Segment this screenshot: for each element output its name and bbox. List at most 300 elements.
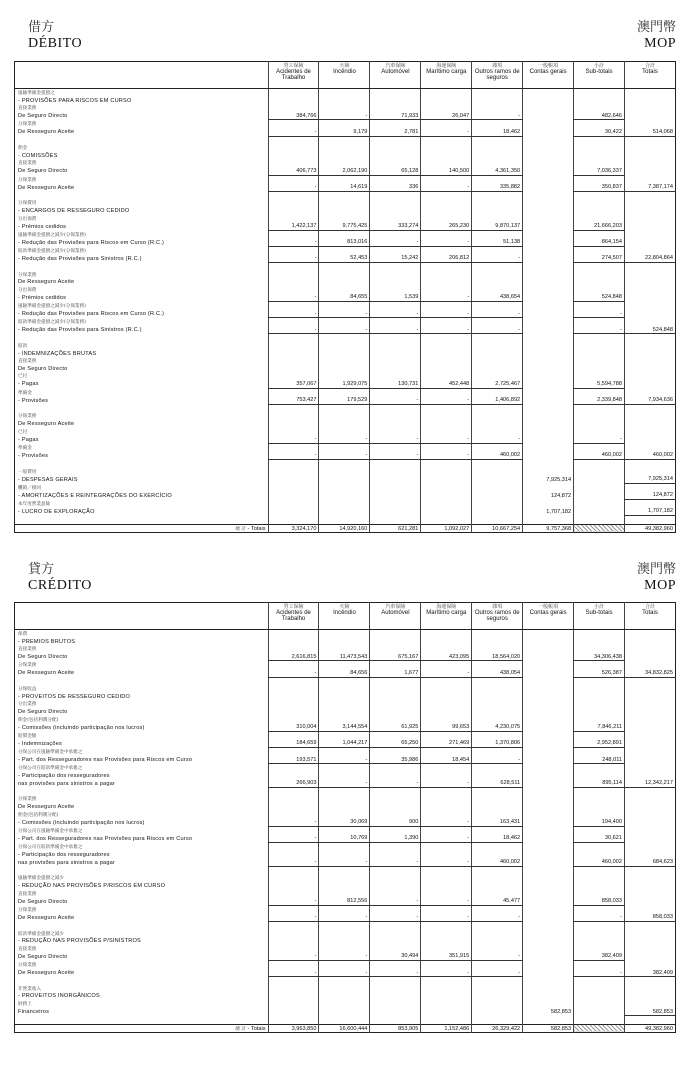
value-cell	[319, 271, 370, 279]
value-cell: -	[421, 310, 472, 318]
table-row	[15, 890, 676, 898]
value-cell	[625, 483, 676, 491]
value-cell	[319, 278, 370, 286]
table-row	[15, 326, 676, 334]
row-label-zh: 風險準備金提撥之減少	[18, 876, 64, 882]
table-row	[15, 700, 676, 708]
value-cell	[370, 507, 421, 515]
value-cell	[268, 930, 319, 938]
value-cell	[319, 97, 370, 105]
value-cell	[472, 246, 523, 254]
row-label	[15, 858, 269, 866]
value-cell	[625, 120, 676, 128]
row-label	[15, 803, 269, 811]
column-header-zh: 小計	[594, 63, 605, 69]
total-cell: 9,757,368	[523, 524, 574, 533]
value-cell	[370, 661, 421, 669]
table-row	[15, 468, 676, 476]
value-cell	[472, 302, 523, 310]
value-cell: 3,144,554	[319, 723, 370, 731]
value-cell	[523, 128, 574, 136]
value-cell	[574, 921, 625, 929]
value-cell: -	[421, 969, 472, 977]
table-row	[15, 412, 676, 420]
value-cell	[370, 708, 421, 716]
value-cell	[472, 271, 523, 279]
value-cell	[319, 388, 370, 396]
value-cell	[574, 263, 625, 271]
value-cell	[319, 787, 370, 795]
row-label-pt: - Pagas	[18, 436, 39, 443]
row-label	[15, 342, 269, 350]
value-cell	[319, 677, 370, 685]
value-cell	[319, 491, 370, 499]
value-cell	[625, 286, 676, 294]
value-cell	[625, 653, 676, 661]
value-cell: 7,925,314	[625, 475, 676, 483]
row-label	[15, 207, 269, 215]
value-cell: -	[319, 326, 370, 334]
value-cell	[523, 851, 574, 859]
value-cell	[625, 302, 676, 310]
value-cell	[268, 803, 319, 811]
value-cell	[523, 945, 574, 953]
value-cell	[625, 372, 676, 380]
value-cell: -	[319, 858, 370, 866]
value-cell	[268, 342, 319, 350]
value-cell	[319, 104, 370, 112]
value-cell	[370, 803, 421, 811]
value-cell	[370, 700, 421, 708]
value-cell	[472, 890, 523, 898]
credit-currency-pt: MOP	[644, 578, 676, 593]
value-cell	[523, 357, 574, 365]
column-header	[472, 603, 523, 630]
value-cell: 9,870,137	[472, 222, 523, 230]
value-cell: -	[370, 326, 421, 334]
value-cell	[472, 342, 523, 350]
value-cell	[523, 795, 574, 803]
value-cell	[472, 731, 523, 739]
row-label	[15, 286, 269, 294]
value-cell	[421, 803, 472, 811]
table-row	[15, 516, 676, 525]
value-cell	[472, 404, 523, 412]
column-header	[472, 62, 523, 89]
value-cell	[523, 787, 574, 795]
table-row	[15, 175, 676, 183]
table-row	[15, 183, 676, 191]
value-cell	[370, 747, 421, 755]
value-cell	[268, 693, 319, 701]
value-cell: 194,400	[574, 818, 625, 826]
column-header-pt: Outros ramos de seguros	[474, 610, 520, 622]
row-label	[15, 516, 269, 525]
value-cell	[268, 207, 319, 215]
row-label	[15, 669, 269, 677]
header-label-cell	[15, 62, 269, 89]
row-label	[15, 388, 269, 396]
value-cell	[370, 693, 421, 701]
value-cell	[370, 499, 421, 507]
value-cell	[319, 175, 370, 183]
value-cell	[268, 851, 319, 859]
value-cell: 21,666,203	[574, 222, 625, 230]
table-row	[15, 851, 676, 859]
value-cell	[472, 811, 523, 819]
value-cell	[370, 630, 421, 638]
row-label	[15, 787, 269, 795]
value-cell	[625, 851, 676, 859]
value-cell	[625, 136, 676, 144]
value-cell: -	[421, 293, 472, 301]
row-label-pt: - PREMIOS BRUTOS	[18, 638, 76, 645]
value-cell	[268, 677, 319, 685]
row-label	[15, 443, 269, 451]
table-row	[15, 764, 676, 772]
row-label-pt: De Seguro Directo	[18, 708, 68, 715]
debit-currency-pt: MOP	[644, 36, 676, 51]
value-cell	[523, 152, 574, 160]
value-cell	[370, 960, 421, 968]
value-cell	[319, 985, 370, 993]
value-cell	[319, 826, 370, 834]
value-cell	[625, 443, 676, 451]
value-cell	[574, 136, 625, 144]
value-cell	[574, 937, 625, 945]
value-cell: -	[472, 913, 523, 921]
value-cell: 423,095	[421, 653, 472, 661]
value-cell	[472, 1008, 523, 1016]
column-header-zh: 汽車保險	[385, 604, 406, 610]
value-cell	[625, 380, 676, 388]
header-label-cell	[15, 603, 269, 630]
value-cell	[319, 136, 370, 144]
row-label-zh: 已付	[18, 374, 28, 380]
value-cell	[574, 977, 625, 985]
value-cell	[472, 882, 523, 890]
row-label-zh: 分保業務	[18, 414, 37, 420]
column-header-pt: Outros ramos de seguros	[474, 69, 520, 81]
value-cell	[319, 992, 370, 1000]
value-cell	[523, 818, 574, 826]
value-cell: -	[421, 858, 472, 866]
value-cell	[370, 357, 421, 365]
value-cell: -	[421, 451, 472, 459]
column-header	[370, 603, 421, 630]
row-label-zh: 分保收益	[18, 687, 37, 693]
value-cell	[268, 372, 319, 380]
value-cell	[370, 342, 421, 350]
row-label-zh: 分保公司在賠款準備金中承擔之	[18, 845, 83, 851]
total-cell: 14,920,160	[319, 524, 370, 533]
value-cell: 310,004	[268, 723, 319, 731]
value-cell	[421, 866, 472, 874]
value-cell	[625, 992, 676, 1000]
value-cell	[268, 700, 319, 708]
value-cell	[523, 921, 574, 929]
value-cell	[370, 420, 421, 428]
value-cell	[319, 882, 370, 890]
value-cell	[523, 764, 574, 772]
value-cell	[472, 930, 523, 938]
value-cell	[421, 342, 472, 350]
value-cell	[472, 507, 523, 515]
table-row	[15, 404, 676, 412]
value-cell: 15,242	[370, 254, 421, 262]
value-cell	[472, 459, 523, 467]
value-cell: 2,616,815	[268, 653, 319, 661]
row-label	[15, 1016, 269, 1025]
value-cell	[268, 1008, 319, 1016]
row-label	[15, 913, 269, 921]
value-cell	[523, 930, 574, 938]
value-cell: 51,138	[472, 238, 523, 246]
value-cell	[472, 152, 523, 160]
table-row	[15, 167, 676, 175]
column-header	[574, 603, 625, 630]
value-cell	[523, 380, 574, 388]
value-cell: 266,903	[268, 779, 319, 787]
table-row	[15, 858, 676, 866]
value-cell	[523, 246, 574, 254]
row-label	[15, 731, 269, 739]
value-cell	[421, 372, 472, 380]
row-label-zh: 分保費用	[18, 201, 37, 207]
value-cell	[625, 350, 676, 358]
row-label-pt: - Redução das Provisões para Sinistros (R.C.)	[18, 327, 142, 334]
value-cell	[421, 921, 472, 929]
column-header-pt: Totais	[642, 610, 658, 616]
value-cell	[421, 404, 472, 412]
value-cell	[268, 365, 319, 373]
value-cell	[574, 357, 625, 365]
table-row	[15, 278, 676, 286]
row-label-zh: 直接業務	[18, 891, 37, 897]
row-label	[15, 420, 269, 428]
value-cell	[268, 459, 319, 467]
column-header	[523, 603, 574, 630]
value-cell	[523, 960, 574, 968]
value-cell	[421, 263, 472, 271]
value-cell: -	[421, 128, 472, 136]
value-cell	[625, 811, 676, 819]
value-cell	[421, 365, 472, 373]
table-row	[15, 772, 676, 780]
value-cell	[523, 811, 574, 819]
value-cell	[421, 811, 472, 819]
value-cell	[472, 638, 523, 646]
value-cell	[574, 199, 625, 207]
value-cell	[625, 677, 676, 685]
value-cell	[421, 693, 472, 701]
value-cell	[421, 334, 472, 342]
value-cell	[268, 104, 319, 112]
value-cell	[370, 278, 421, 286]
value-cell	[472, 905, 523, 913]
table-row	[15, 191, 676, 199]
value-cell	[319, 286, 370, 294]
value-cell	[370, 882, 421, 890]
value-cell	[625, 152, 676, 160]
value-cell	[472, 372, 523, 380]
debit-title-zh: 借方	[28, 20, 55, 35]
value-cell: 179,529	[319, 396, 370, 404]
value-cell	[472, 677, 523, 685]
value-cell	[472, 207, 523, 215]
value-cell: 460,002	[472, 451, 523, 459]
value-cell	[625, 843, 676, 851]
value-cell	[472, 350, 523, 358]
value-cell	[523, 985, 574, 993]
value-cell: 1,390	[370, 834, 421, 842]
value-cell: -	[268, 435, 319, 443]
value-cell	[523, 834, 574, 842]
value-cell	[370, 764, 421, 772]
table-row	[15, 685, 676, 693]
value-cell: 438,654	[472, 293, 523, 301]
value-cell	[370, 826, 421, 834]
row-label	[15, 278, 269, 286]
value-cell	[268, 937, 319, 945]
value-cell	[472, 120, 523, 128]
row-label-pt: - Provisões	[18, 397, 49, 404]
value-cell	[472, 1000, 523, 1008]
value-cell	[523, 483, 574, 491]
value-cell	[625, 960, 676, 968]
value-cell	[523, 685, 574, 693]
table-row	[15, 342, 676, 350]
column-header-zh: 勞工保險	[283, 604, 304, 610]
row-label	[15, 685, 269, 693]
value-cell	[523, 897, 574, 905]
value-cell	[523, 913, 574, 921]
value-cell	[574, 945, 625, 953]
value-cell	[472, 215, 523, 223]
table-row	[15, 388, 676, 396]
row-label	[15, 167, 269, 175]
value-cell	[319, 803, 370, 811]
value-cell	[523, 428, 574, 436]
value-cell	[625, 271, 676, 279]
value-cell	[574, 960, 625, 968]
value-cell	[574, 97, 625, 105]
value-cell	[625, 739, 676, 747]
value-cell	[472, 334, 523, 342]
value-cell: 524,848	[574, 293, 625, 301]
value-cell	[421, 992, 472, 1000]
value-cell	[370, 905, 421, 913]
value-cell	[370, 811, 421, 819]
row-label	[15, 866, 269, 874]
value-cell: 9,775,425	[319, 222, 370, 230]
row-label-pt: De Seguro Directo	[18, 365, 68, 372]
row-label	[15, 97, 269, 105]
value-cell: 7,925,314	[523, 475, 574, 483]
row-label-zh: 一般費用	[18, 469, 37, 475]
table-row	[15, 499, 676, 507]
value-cell	[268, 136, 319, 144]
value-cell	[472, 491, 523, 499]
row-label	[15, 128, 269, 136]
total-cell: 16,600,444	[319, 1024, 370, 1033]
table-row	[15, 222, 676, 230]
table-row	[15, 159, 676, 167]
value-cell	[319, 708, 370, 716]
value-cell	[523, 293, 574, 301]
value-cell: 460,002	[472, 858, 523, 866]
row-label-zh: 佣金(包括利潤分配)	[18, 812, 59, 818]
value-cell	[421, 882, 472, 890]
value-cell	[268, 468, 319, 476]
value-cell	[625, 1000, 676, 1008]
value-cell: 45,477	[472, 897, 523, 905]
row-label-pt: De Resseguro Aceite	[18, 279, 75, 286]
row-label-zh: 攤銷／撥回	[18, 485, 41, 491]
value-cell	[625, 630, 676, 638]
hatched-cell	[574, 1024, 625, 1033]
value-cell	[625, 638, 676, 646]
row-label-pt: - Prémios cedidos	[18, 223, 67, 230]
column-header-pt: Acidentes de Trabalho	[276, 69, 311, 81]
value-cell	[523, 215, 574, 223]
value-cell: -	[319, 756, 370, 764]
total-cell: 582,853	[523, 1024, 574, 1033]
table-row	[15, 310, 676, 318]
table-row	[15, 921, 676, 929]
value-cell	[421, 271, 472, 279]
table-row	[15, 207, 676, 215]
value-cell	[574, 246, 625, 254]
value-cell	[319, 930, 370, 938]
value-cell	[319, 459, 370, 467]
row-label-zh: 本年度營業盈餘	[18, 501, 51, 507]
value-cell: -	[319, 310, 370, 318]
value-cell	[370, 443, 421, 451]
row-label	[15, 969, 269, 977]
value-cell	[523, 435, 574, 443]
value-cell	[370, 120, 421, 128]
value-cell	[625, 238, 676, 246]
value-cell	[574, 685, 625, 693]
column-header-pt: Incêndio	[333, 69, 356, 75]
value-cell	[523, 120, 574, 128]
table-row	[15, 952, 676, 960]
value-cell	[625, 1016, 676, 1025]
value-cell: 858,033	[625, 913, 676, 921]
value-cell	[472, 921, 523, 929]
value-cell	[319, 120, 370, 128]
value-cell	[370, 89, 421, 97]
column-header	[268, 603, 319, 630]
value-cell	[574, 342, 625, 350]
column-header-zh: 雜項	[492, 63, 503, 69]
value-cell	[472, 428, 523, 436]
value-cell	[625, 404, 676, 412]
value-cell	[523, 238, 574, 246]
value-cell	[421, 350, 472, 358]
total-cell: 3,324,170	[268, 524, 319, 533]
value-cell	[523, 199, 574, 207]
value-cell	[421, 661, 472, 669]
column-header-pt: Automóvel	[381, 69, 410, 75]
value-cell	[574, 874, 625, 882]
row-label-pt: - Participação dos resseguradores	[18, 851, 110, 858]
value-cell	[523, 874, 574, 882]
value-cell	[523, 420, 574, 428]
value-cell	[625, 826, 676, 834]
value-cell	[319, 843, 370, 851]
